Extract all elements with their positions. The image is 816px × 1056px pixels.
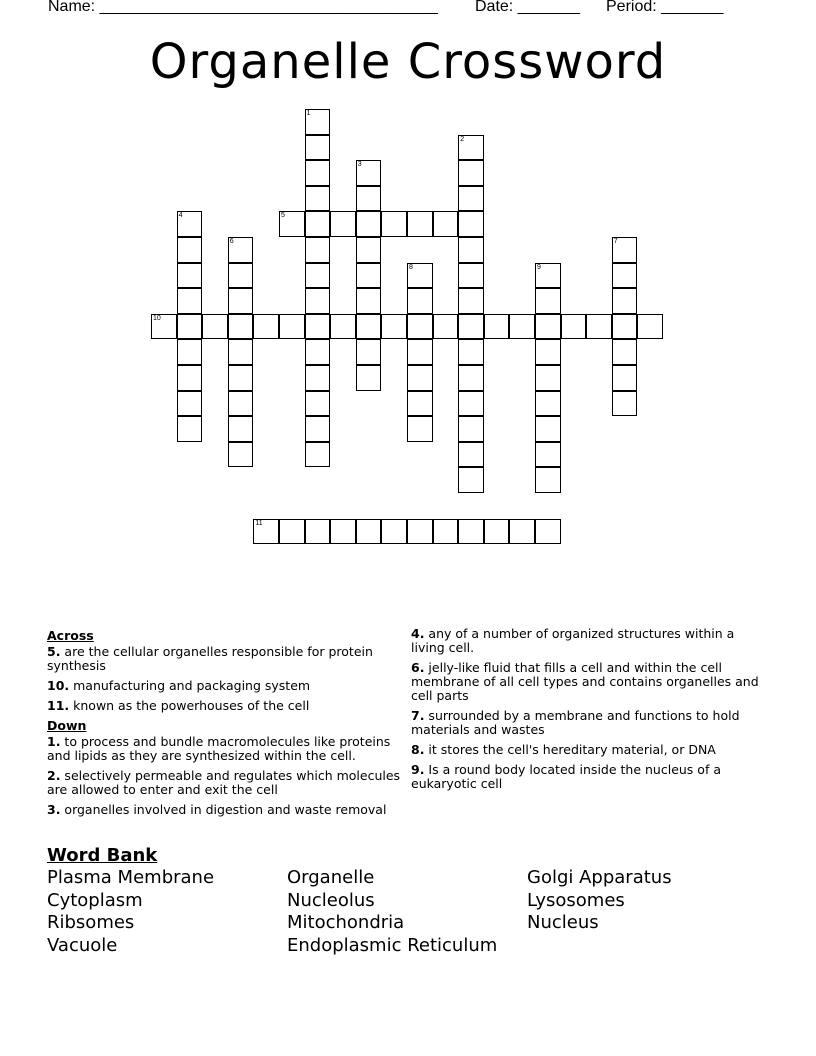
crossword-cell[interactable] bbox=[305, 186, 331, 212]
crossword-cell[interactable] bbox=[637, 314, 663, 340]
crossword-cell[interactable] bbox=[305, 416, 331, 442]
crossword-cell[interactable] bbox=[407, 416, 433, 442]
clue-down-6: 6. jelly-like fluid that fills a cell and within the cell membrane of all cell types and contains organelles and cell parts bbox=[411, 660, 759, 703]
crossword-cell[interactable] bbox=[253, 519, 279, 545]
crossword-cell[interactable] bbox=[407, 391, 433, 417]
crossword-cell[interactable] bbox=[305, 109, 331, 135]
crossword-cell[interactable] bbox=[612, 339, 638, 365]
crossword-cell[interactable] bbox=[305, 339, 331, 365]
clue-across-5: 5. are the cellular organelles responsible for protein synthesis bbox=[47, 644, 373, 673]
crossword-cell[interactable] bbox=[381, 211, 407, 237]
crossword-cell[interactable] bbox=[407, 211, 433, 237]
crossword-cell[interactable] bbox=[484, 519, 510, 545]
crossword-cell[interactable] bbox=[509, 314, 535, 340]
crossword-cell[interactable] bbox=[228, 314, 254, 340]
crossword-cell[interactable] bbox=[535, 365, 561, 391]
clue-number: 3 bbox=[357, 161, 362, 169]
crossword-cell[interactable] bbox=[458, 339, 484, 365]
crossword-cell[interactable] bbox=[356, 237, 382, 263]
crossword-cell[interactable] bbox=[177, 314, 203, 340]
crossword-cell[interactable] bbox=[177, 416, 203, 442]
crossword-cell[interactable] bbox=[458, 442, 484, 468]
crossword-cell[interactable] bbox=[535, 339, 561, 365]
crossword-cell[interactable] bbox=[330, 314, 356, 340]
page-title: Organelle Crossword bbox=[149, 34, 667, 90]
crossword-cell[interactable] bbox=[356, 160, 382, 186]
clue-number: 11 bbox=[255, 519, 263, 527]
crossword-cell[interactable] bbox=[612, 365, 638, 391]
crossword-cell[interactable] bbox=[535, 442, 561, 468]
crossword-cell[interactable] bbox=[177, 339, 203, 365]
word-bank-item: Lysosomes bbox=[527, 889, 625, 911]
word-bank-item: Mitochondria bbox=[287, 912, 405, 934]
crossword-cell[interactable] bbox=[279, 211, 305, 237]
crossword-cell[interactable] bbox=[535, 263, 561, 289]
crossword-cell[interactable] bbox=[177, 263, 203, 289]
word-bank-item: Organelle bbox=[287, 867, 375, 888]
crossword-cell[interactable] bbox=[305, 237, 331, 263]
clue-number: 6 bbox=[229, 238, 234, 245]
crossword-cell[interactable] bbox=[561, 314, 587, 340]
crossword-cell[interactable] bbox=[458, 467, 484, 493]
crossword-cell[interactable] bbox=[535, 288, 561, 314]
crossword-cell[interactable] bbox=[407, 519, 433, 545]
name-field[interactable]: Name: ______________________________________ bbox=[48, 0, 438, 15]
clue-down-2: 2. selectively permeable and regulates which molecules are allowed to enter and exit the cell bbox=[47, 768, 401, 797]
crossword-cell[interactable] bbox=[458, 288, 484, 314]
crossword-cell[interactable] bbox=[279, 314, 305, 340]
word-bank-item: Nucleus bbox=[527, 912, 599, 934]
word-bank-item: Ribsomes bbox=[47, 912, 135, 934]
clue-number: 8 bbox=[409, 263, 413, 271]
crossword-cell[interactable] bbox=[407, 339, 433, 365]
clue-down-7: 7. surrounded by a membrane and functions to hold materials and wastes bbox=[411, 708, 740, 737]
crossword-cell[interactable] bbox=[356, 314, 382, 340]
crossword-cell[interactable] bbox=[305, 365, 331, 391]
crossword-cell[interactable] bbox=[458, 160, 484, 186]
crossword-cell[interactable] bbox=[305, 519, 331, 545]
crossword-cell[interactable] bbox=[356, 519, 382, 545]
crossword-cell[interactable] bbox=[612, 237, 638, 263]
crossword-cell[interactable] bbox=[228, 263, 254, 289]
crossword-cell[interactable] bbox=[305, 442, 331, 468]
crossword-cell[interactable] bbox=[253, 314, 279, 340]
crossword-cell[interactable] bbox=[612, 263, 638, 289]
crossword-cell[interactable] bbox=[305, 288, 331, 314]
word-bank-item: Vacuole bbox=[47, 935, 118, 957]
clue-down-1: 1. to process and bundle macromolecules like proteins and lipids as they are synthesized within the cell. bbox=[47, 734, 391, 763]
crossword-cell[interactable] bbox=[458, 416, 484, 442]
word-bank-item: Nucleolus bbox=[287, 889, 375, 911]
word-bank-item: Plasma Membrane bbox=[47, 867, 215, 888]
crossword-cell[interactable] bbox=[305, 314, 331, 340]
word-bank-title: Word Bank bbox=[47, 845, 158, 866]
crossword-cell[interactable] bbox=[305, 391, 331, 417]
crossword-cell[interactable] bbox=[228, 416, 254, 442]
clue-across-10: 10. manufacturing and packaging system bbox=[47, 678, 311, 693]
crossword-cell[interactable] bbox=[612, 288, 638, 314]
crossword-cell[interactable] bbox=[509, 519, 535, 545]
crossword-cell[interactable] bbox=[305, 135, 331, 161]
across-heading: Across bbox=[47, 628, 94, 643]
clue-number: 1 bbox=[306, 110, 311, 117]
crossword-cell[interactable] bbox=[151, 314, 177, 340]
crossword-cell[interactable] bbox=[458, 263, 484, 289]
crossword-cell[interactable] bbox=[381, 519, 407, 545]
clue-number: 2 bbox=[460, 135, 465, 143]
crossword-cell[interactable] bbox=[458, 391, 484, 417]
crossword-cell[interactable] bbox=[356, 186, 382, 212]
clue-across-11: 11. known as the powerhouses of the cell bbox=[47, 698, 310, 713]
crossword-cell[interactable] bbox=[228, 391, 254, 417]
crossword-cell[interactable] bbox=[535, 416, 561, 442]
crossword-cell[interactable] bbox=[202, 314, 228, 340]
clue-number: 10 bbox=[153, 314, 161, 322]
clue-down-4: 4. any of a number of organized structures within a living cell. bbox=[411, 626, 735, 655]
crossword-cell[interactable] bbox=[177, 288, 203, 314]
crossword-cell[interactable] bbox=[177, 391, 203, 417]
crossword-cell[interactable] bbox=[458, 211, 484, 237]
crossword-cell[interactable] bbox=[228, 288, 254, 314]
crossword-cell[interactable] bbox=[458, 519, 484, 545]
crossword-cell[interactable] bbox=[305, 263, 331, 289]
crossword-cell[interactable] bbox=[279, 519, 305, 545]
crossword-cell[interactable] bbox=[356, 339, 382, 365]
clue-number: 5 bbox=[281, 212, 285, 220]
crossword-cell[interactable] bbox=[356, 211, 382, 237]
crossword-cell[interactable] bbox=[228, 339, 254, 365]
period-field[interactable]: Period: _______ bbox=[606, 0, 724, 15]
crossword-cell[interactable] bbox=[458, 365, 484, 391]
crossword-cell[interactable] bbox=[177, 237, 203, 263]
crossword-cell[interactable] bbox=[330, 211, 356, 237]
crossword-cell[interactable] bbox=[381, 314, 407, 340]
crossword-cell[interactable] bbox=[177, 211, 203, 237]
word-bank-item: Endoplasmic Reticulum bbox=[287, 935, 498, 957]
crossword-cell[interactable] bbox=[612, 391, 638, 417]
crossword-cell[interactable] bbox=[458, 237, 484, 263]
crossword-cell[interactable] bbox=[535, 519, 561, 545]
crossword-cell[interactable] bbox=[458, 135, 484, 161]
crossword-cell[interactable] bbox=[458, 186, 484, 212]
crossword-cell[interactable] bbox=[612, 314, 638, 340]
clue-number: 4 bbox=[178, 212, 183, 220]
word-bank-item: Cytoplasm bbox=[47, 889, 143, 911]
word-bank-item: Golgi Apparatus bbox=[527, 867, 672, 888]
crossword-cell[interactable] bbox=[433, 314, 459, 340]
crossword-cell[interactable] bbox=[228, 365, 254, 391]
crossword-cell[interactable] bbox=[458, 314, 484, 340]
word-bank bbox=[47, 867, 767, 958]
clue-number: 9 bbox=[537, 263, 541, 271]
crossword-cell[interactable] bbox=[356, 365, 382, 391]
crossword-cell[interactable] bbox=[535, 391, 561, 417]
clue-number: 7 bbox=[613, 238, 618, 245]
clue-down-9: 9. Is a round body located inside the nucleus of a eukaryotic cell bbox=[411, 762, 721, 791]
crossword-cell[interactable] bbox=[535, 467, 561, 493]
crossword-cell[interactable] bbox=[356, 288, 382, 314]
crossword-cell[interactable] bbox=[228, 442, 254, 468]
crossword-cell[interactable] bbox=[433, 211, 459, 237]
crossword-cell[interactable] bbox=[586, 314, 612, 340]
clue-down-8: 8. it stores the cell's hereditary material, or DNA bbox=[411, 742, 716, 757]
down-heading: Down bbox=[47, 718, 87, 733]
clue-down-3: 3. organelles involved in digestion and waste removal bbox=[47, 802, 387, 817]
crossword-cell[interactable] bbox=[305, 211, 331, 237]
date-field[interactable]: Date: _______ bbox=[475, 0, 580, 15]
crossword-cell[interactable] bbox=[407, 288, 433, 314]
crossword-cell[interactable] bbox=[356, 263, 382, 289]
crossword-cell[interactable] bbox=[330, 519, 356, 545]
clues-right-column bbox=[411, 627, 771, 797]
crossword-cell[interactable] bbox=[433, 519, 459, 545]
crossword-cell[interactable] bbox=[407, 365, 433, 391]
crossword-cell[interactable] bbox=[305, 160, 331, 186]
crossword-cell[interactable] bbox=[228, 237, 254, 263]
crossword-cell[interactable] bbox=[407, 314, 433, 340]
clues-left-column bbox=[47, 627, 402, 823]
crossword-cell[interactable] bbox=[535, 314, 561, 340]
crossword-cell[interactable] bbox=[407, 263, 433, 289]
crossword-cell[interactable] bbox=[484, 314, 510, 340]
word-bank-item bbox=[527, 935, 767, 958]
crossword-cell[interactable] bbox=[177, 365, 203, 391]
